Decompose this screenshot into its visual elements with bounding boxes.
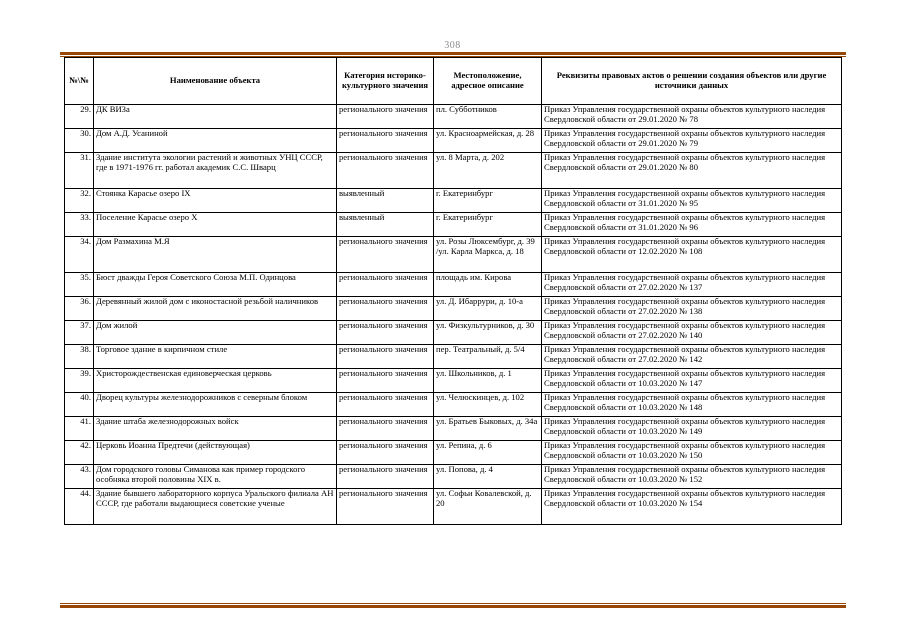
row-number: 31. (65, 153, 94, 189)
row-number: 41. (65, 417, 94, 441)
object-location: ул. Красноармейская, д. 28 (434, 129, 542, 153)
row-number: 44. (65, 489, 94, 525)
legal-act: Приказ Управления государственной охраны объектов культурного наследия Свердловской области от 31.01.2020 № 95 (542, 189, 842, 213)
row-number: 37. (65, 321, 94, 345)
row-number: 34. (65, 237, 94, 273)
table-row (65, 189, 842, 213)
heritage-objects-table (64, 57, 842, 525)
object-name: Поселение Карасье озеро X (94, 213, 337, 237)
table-body (65, 105, 842, 525)
legal-act: Приказ Управления государственной охраны объектов культурного наследия Свердловской области от 10.03.2020 № 149 (542, 417, 842, 441)
object-category: регионального значения (337, 489, 434, 525)
table-header-row (65, 58, 842, 105)
row-number: 38. (65, 345, 94, 369)
table-row (65, 393, 842, 417)
legal-act: Приказ Управления государственной охраны объектов культурного наследия Свердловской области от 10.03.2020 № 154 (542, 489, 842, 525)
object-name: Торговое здание в кирпичном стиле (94, 345, 337, 369)
object-category: регионального значения (337, 237, 434, 273)
object-category: выявленный (337, 213, 434, 237)
table-row (65, 273, 842, 297)
table-row (65, 129, 842, 153)
object-category: выявленный (337, 189, 434, 213)
row-number: 32. (65, 189, 94, 213)
row-number: 30. (65, 129, 94, 153)
row-number: 36. (65, 297, 94, 321)
table-row (65, 213, 842, 237)
header-category: Категория историко-культурного значения (337, 58, 434, 105)
object-location: ул. Софьи Ковалевской, д. 20 (434, 489, 542, 525)
object-name: ДК ВИЗа (94, 105, 337, 129)
object-location: ул. Розы Люксембург, д. 39 /ул. Карла Маркса, д. 18 (434, 237, 542, 273)
legal-act: Приказ Управления государственной охраны объектов культурного наследия Свердловской области от 29.01.2020 № 78 (542, 105, 842, 129)
object-location: ул. Челюскинцев, д. 102 (434, 393, 542, 417)
row-number: 33. (65, 213, 94, 237)
row-number: 39. (65, 369, 94, 393)
legal-act: Приказ Управления государственной охраны объектов культурного наследия Свердловской области от 10.03.2020 № 152 (542, 465, 842, 489)
table-row (65, 417, 842, 441)
object-name: Здание штаба железнодорожных войск (94, 417, 337, 441)
object-name: Дом А.Д. Усаниной (94, 129, 337, 153)
header-number: №\№ (65, 58, 94, 105)
row-number: 40. (65, 393, 94, 417)
object-location: ул. 8 Марта, д. 202 (434, 153, 542, 189)
page-number: 308 (444, 40, 461, 51)
table-row (65, 465, 842, 489)
object-location: пер. Театральный, д. 5/4 (434, 345, 542, 369)
legal-act: Приказ Управления государственной охраны объектов культурного наследия Свердловской области от 12.02.2020 № 108 (542, 237, 842, 273)
object-name: Бюст дважды Героя Советского Союза М.П. Одинцова (94, 273, 337, 297)
legal-act: Приказ Управления государственной охраны объектов культурного наследия Свердловской области от 29.01.2020 № 80 (542, 153, 842, 189)
object-name: Деревянный жилой дом с иконостасной резьбой наличников (94, 297, 337, 321)
table-row (65, 297, 842, 321)
object-location: г. Екатеринбург (434, 213, 542, 237)
object-category: регионального значения (337, 345, 434, 369)
object-category: регионального значения (337, 153, 434, 189)
table-row (65, 237, 842, 273)
legal-act: Приказ Управления государственной охраны объектов культурного наследия Свердловской области от 27.02.2020 № 137 (542, 273, 842, 297)
legal-act: Приказ Управления государственной охраны объектов культурного наследия Свердловской области от 27.02.2020 № 142 (542, 345, 842, 369)
object-category: регионального значения (337, 393, 434, 417)
object-name: Стоянка Карасье озеро IX (94, 189, 337, 213)
object-location: ул. Физкультурников, д. 30 (434, 321, 542, 345)
object-category: регионального значения (337, 297, 434, 321)
table-row (65, 105, 842, 129)
table-row (65, 345, 842, 369)
object-name: Дом Размахина М.Я (94, 237, 337, 273)
legal-act: Приказ Управления государственной охраны объектов культурного наследия Свердловской области от 27.02.2020 № 138 (542, 297, 842, 321)
object-category: регионального значения (337, 129, 434, 153)
legal-act: Приказ Управления государственной охраны объектов культурного наследия Свердловской области от 10.03.2020 № 147 (542, 369, 842, 393)
legal-act: Приказ Управления государственной охраны объектов культурного наследия Свердловской области от 31.01.2020 № 96 (542, 213, 842, 237)
object-category: регионального значения (337, 273, 434, 297)
object-category: регионального значения (337, 321, 434, 345)
object-location: ул. Попова, д. 4 (434, 465, 542, 489)
object-category: регионального значения (337, 465, 434, 489)
object-name: Дом жилой (94, 321, 337, 345)
object-location: ул. Школьников, д. 1 (434, 369, 542, 393)
table-row (65, 369, 842, 393)
table-row (65, 153, 842, 189)
object-name: Церковь Иоанна Предтечи (действующая) (94, 441, 337, 465)
header-legal-acts: Реквизиты правовых актов о решении создания объектов или другие источники данных (542, 58, 842, 105)
row-number: 42. (65, 441, 94, 465)
object-category: регионального значения (337, 417, 434, 441)
table-row (65, 489, 842, 525)
legal-act: Приказ Управления государственной охраны объектов культурного наследия Свердловской области от 10.03.2020 № 148 (542, 393, 842, 417)
object-category: регионального значения (337, 441, 434, 465)
object-location: ул. Репина, д. 6 (434, 441, 542, 465)
row-number: 43. (65, 465, 94, 489)
object-name: Здание бывшего лабораторного корпуса Уральского филиала АН СССР, где работали выдающиеся советские ученые (94, 489, 337, 525)
object-location: ул. Д. Ибаррури, д. 10-а (434, 297, 542, 321)
object-name: Дом городского головы Симанова как пример городского особняка второй половины XIX в. (94, 465, 337, 489)
object-name: Здание института экологии растений и животных УНЦ СССР, где в 1971-1976 гг. работал академик С.С. Шварц (94, 153, 337, 189)
table-row (65, 441, 842, 465)
legal-act: Приказ Управления государственной охраны объектов культурного наследия Свердловской области от 10.03.2020 № 150 (542, 441, 842, 465)
object-location: площадь им. Кирова (434, 273, 542, 297)
legal-act: Приказ Управления государственной охраны объектов культурного наследия Свердловской области от 29.01.2020 № 79 (542, 129, 842, 153)
legal-act: Приказ Управления государственной охраны объектов культурного наследия Свердловской области от 27.02.2020 № 140 (542, 321, 842, 345)
object-category: регионального значения (337, 105, 434, 129)
row-number: 29. (65, 105, 94, 129)
object-name: Дворец культуры железнодорожников с северным блоком (94, 393, 337, 417)
object-name: Христорождественская единоверческая церковь (94, 369, 337, 393)
object-location: пл. Субботников (434, 105, 542, 129)
object-category: регионального значения (337, 369, 434, 393)
header-location: Местоположение, адресное описание (434, 58, 542, 105)
header-object-name: Наименование объекта (94, 58, 337, 105)
bottom-rule (60, 603, 846, 608)
table-row (65, 321, 842, 345)
object-location: г. Екатеринбург (434, 189, 542, 213)
object-location: ул. Братьев Быковых, д. 34а (434, 417, 542, 441)
row-number: 35. (65, 273, 94, 297)
